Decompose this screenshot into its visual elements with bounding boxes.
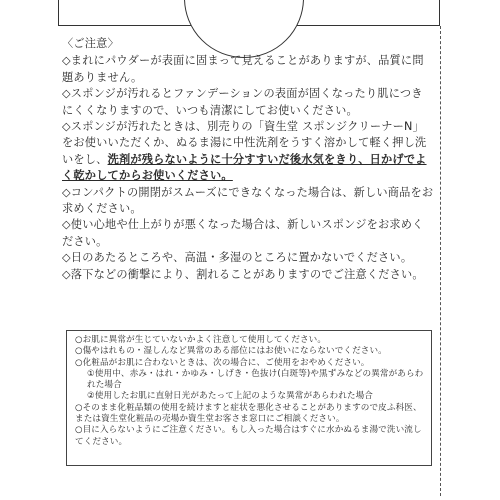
caution-item-text: ◇落下などの衝撃により、割れることがありますのでご注意ください。	[62, 267, 424, 281]
warning-subitem: ①使用中、赤み・はれ・かゆみ・しげき・色抜け(白斑等)や黒ずみなどの異常があらわれた場合	[87, 368, 424, 391]
caution-item-text: ◇コンパクトの開閉がスムーズにできなくなった場合は、新しい商品をお求めください。	[62, 185, 434, 216]
warning-item: ○お肌に異常が生じていないかよく注意して使用してください。	[75, 335, 327, 345]
caution-item	[62, 267, 434, 283]
caution-item	[62, 119, 434, 185]
caution-item-text: ◇スポンジが汚れたときは、別売りの「資生堂 スポンジクリーナーN」をお使いいただくか、ぬるま湯に中性洗剤をうすく溶かして軽く押し洗いをし、	[62, 120, 427, 166]
warning-item: ○傷やはれもの・湿しんなど異常のある部位にはお使いにならないでください。	[75, 346, 387, 357]
caution-item	[62, 250, 434, 266]
warning-item: ○そのまま化粧品類の使用を続けますと症状を悪化させることがありますので皮ふ科医、または資生堂化粧品の売場か資生堂お客さま窓口にご相談ください。	[75, 402, 422, 425]
caution-item	[62, 86, 434, 119]
caution-item	[62, 53, 434, 86]
caution-item	[62, 185, 434, 218]
warning-item: ○目に入らないようにご注意ください。もし入った場合はすぐに水かぬるま湯で洗い流してください。	[75, 425, 422, 447]
caution-section	[62, 36, 434, 283]
warning-item: ○化粧品がお肌に合わないときは、次の場合に、ご使用をおやめください。	[75, 357, 370, 368]
caution-item-text: ◇まれにパウダーが表面に固まって見えることがありますが、品質に問題ありません。	[62, 54, 424, 84]
caution-item	[62, 217, 434, 250]
warning-box	[66, 330, 432, 466]
warning-subitem: ②使用したお肌に直射日光があたって上記のような異常があらわれた場合	[87, 391, 374, 402]
caution-item-text: ◇日のあたるところや、高温・多湿のところに置かないでください。	[62, 251, 413, 265]
caution-heading: 〈ご注意〉	[62, 37, 119, 50]
caution-item-emphasis: 洗剤が残らないように十分すすいだ後水気をきり、日かげでよく乾かしてからお使いください。	[62, 152, 427, 183]
caution-item-text: ◇使い心地や仕上がりが悪くなった場合は、新しいスポンジをお求めください。	[62, 218, 424, 248]
perforation-line	[440, 26, 441, 496]
caution-item-text: ◇スポンジが汚れるとファンデーションの表面が固くなったり肌につきにくくなりますので、いつも清潔にしてお使いください。	[62, 87, 423, 117]
